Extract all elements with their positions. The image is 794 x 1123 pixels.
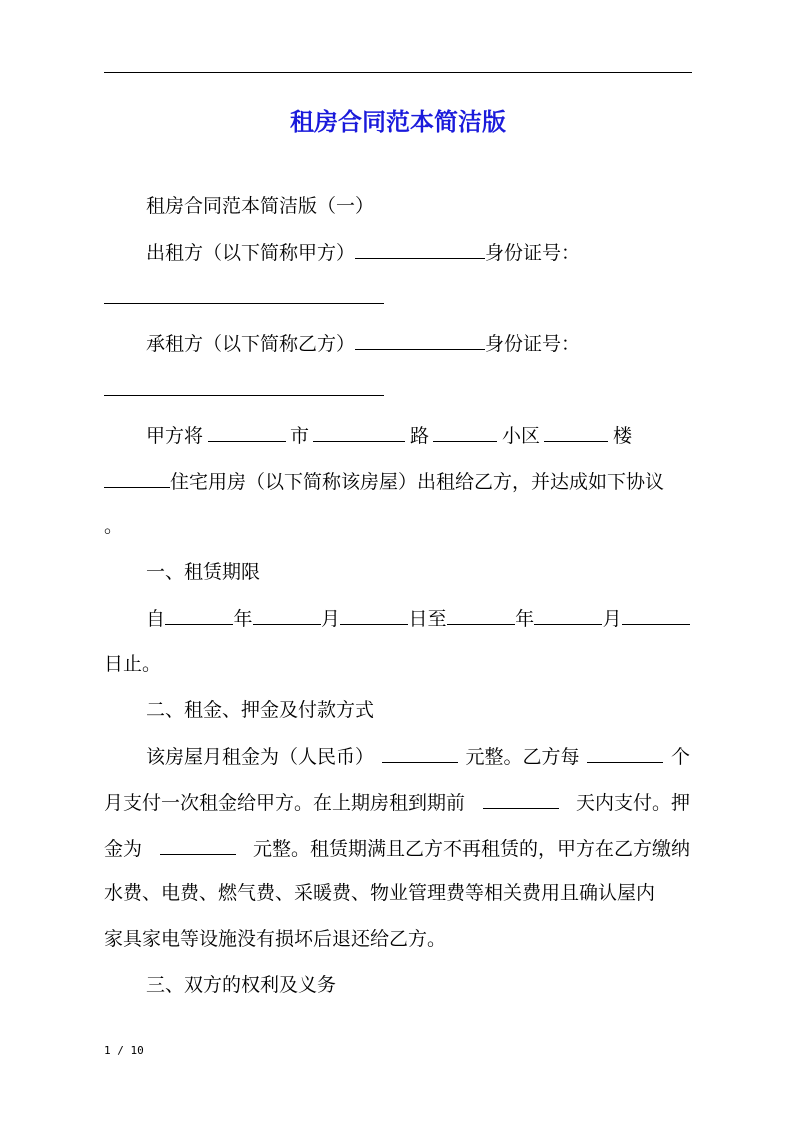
address-line-3: 。 [104,515,124,537]
building-label: 楼 [612,425,632,447]
rent-line-3 [104,836,690,861]
term-heading: 一、租赁期限 [146,561,261,583]
term-day-to: 日至 [408,608,447,630]
rent-line-3a: 金为 [104,838,143,860]
term-year-1: 年 [233,608,253,630]
rent-line-5: 家具家电等设施没有损坏后退还给乙方。 [104,928,447,950]
rent-line-2a: 月支付一次租金给甲方。在上期房租到期前 [104,792,466,814]
rent-line-1c: 个 [670,746,690,768]
lessor-id-label: 身份证号： [485,242,581,264]
page-number: 1 / 10 [104,1044,144,1057]
end-month-blank[interactable] [534,606,602,625]
payment-interval-blank[interactable] [587,744,663,763]
document-title: 租房合同范本简洁版 [290,108,506,136]
start-day-blank[interactable] [340,606,408,625]
rent-line-3b: 元整。租赁期满且乙方不再租赁的，甲方在乙方缴纳 [252,838,690,860]
end-day-blank[interactable] [622,606,690,625]
address-prefix: 甲方将 [146,425,204,447]
lessor-id-blank[interactable] [104,303,384,304]
lessor-label: 出租方（以下简称甲方） [146,242,356,264]
address-line-2-text: 住宅用房（以下简称该房屋）出租给乙方，并达成如下协议 [170,471,665,493]
rent-line-4: 水费、电费、燃气费、采暖费、物业管理费等相关费用且确认屋内 [104,882,656,904]
monthly-rent-blank[interactable] [382,744,458,763]
lessor-name-blank[interactable] [355,240,485,259]
road-label: 路 [409,425,429,447]
community-blank[interactable] [433,423,497,442]
lessee-line [146,331,580,356]
lessee-id-label: 身份证号： [485,333,581,355]
address-line-1 [146,423,632,448]
section-heading: 租房合同范本简洁版（一） [146,195,375,217]
rent-line-1 [146,744,690,769]
rent-heading: 二、租金、押金及付款方式 [146,699,375,721]
term-from: 自 [146,608,166,630]
end-year-blank[interactable] [447,606,515,625]
city-label: 市 [289,425,309,447]
term-month-2: 月 [602,608,622,630]
community-label: 小区 [501,425,540,447]
road-blank[interactable] [313,423,405,442]
start-month-blank[interactable] [253,606,321,625]
term-month-1: 月 [321,608,341,630]
lessee-label: 承租方（以下简称乙方） [146,333,356,355]
advance-days-blank[interactable] [483,790,559,809]
rights-heading: 三、双方的权利及义务 [146,974,337,996]
building-blank[interactable] [544,423,608,442]
rent-line-1b: 元整。乙方每 [465,746,580,768]
deposit-blank[interactable] [160,836,236,855]
rent-line-2b: 天内支付。押 [575,792,690,814]
term-year-2: 年 [515,608,535,630]
lessor-line [146,240,580,265]
address-line-2 [104,469,664,494]
lessee-name-blank[interactable] [355,331,485,350]
term-end: 日止。 [104,653,162,675]
rent-line-1a: 该房屋月租金为（人民币） [146,746,375,768]
lessee-id-blank[interactable] [104,395,384,396]
start-year-blank[interactable] [165,606,233,625]
unit-blank[interactable] [104,469,170,488]
header-rule [104,72,692,73]
term-line [146,606,690,631]
city-blank[interactable] [208,423,286,442]
rent-line-2 [104,790,690,815]
